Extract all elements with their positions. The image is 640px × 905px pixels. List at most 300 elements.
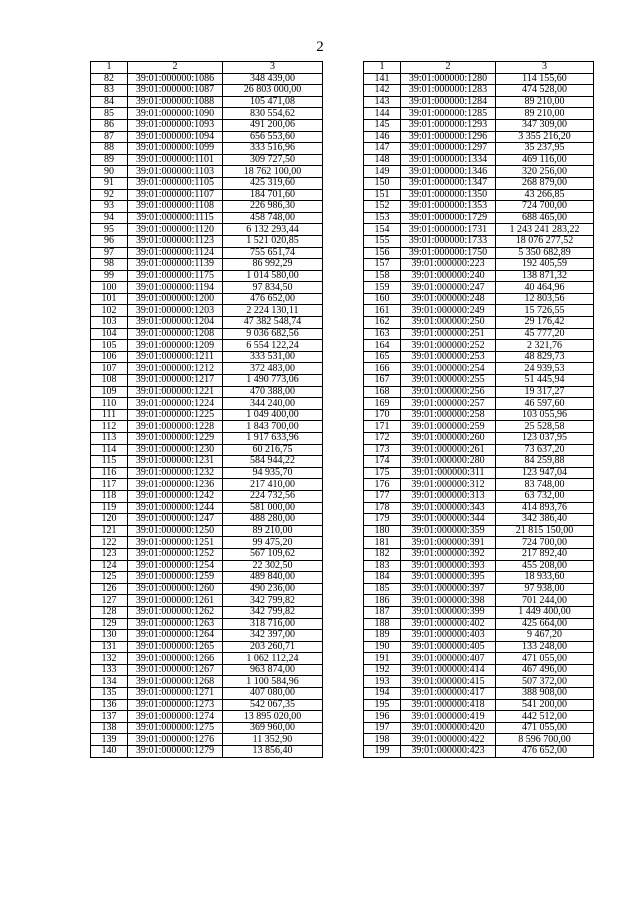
cadastral-number-cell: 39:01:000000:260	[401, 433, 496, 445]
cadastral-number-cell: 39:01:000000:1094	[128, 131, 223, 143]
row-number-cell: 92	[91, 189, 128, 201]
value-cell: 963 874,00	[223, 664, 323, 676]
value-cell: 388 908,00	[496, 688, 594, 700]
value-cell: 830 554,62	[223, 108, 323, 120]
table-row	[364, 525, 594, 537]
value-cell: 1 449 400,00	[496, 606, 594, 618]
table-row	[91, 653, 323, 665]
table-row	[364, 421, 594, 433]
table-row	[364, 711, 594, 723]
table-row	[364, 490, 594, 502]
table-row	[364, 409, 594, 421]
row-number-cell: 135	[91, 688, 128, 700]
table-row	[91, 572, 323, 584]
table-row	[91, 409, 323, 421]
value-cell: 123 037,95	[496, 433, 594, 445]
value-cell: 224 732,56	[223, 490, 323, 502]
table-row	[364, 537, 594, 549]
table-row	[364, 363, 594, 375]
cadastral-number-cell: 39:01:000000:1347	[401, 177, 496, 189]
table-row	[364, 502, 594, 514]
value-cell: 755 651,74	[223, 247, 323, 259]
row-number-cell: 99	[91, 270, 128, 282]
cadastral-number-cell: 39:01:000000:1283	[401, 85, 496, 97]
column-header: 2	[128, 62, 223, 74]
cadastral-number-cell: 39:01:000000:1733	[401, 235, 496, 247]
table-row	[364, 676, 594, 688]
value-cell: 724 700,00	[496, 537, 594, 549]
cadastral-number-cell: 39:01:000000:1274	[128, 711, 223, 723]
cadastral-number-cell: 39:01:000000:1212	[128, 363, 223, 375]
row-number-cell: 170	[364, 409, 401, 421]
row-number-cell: 143	[364, 96, 401, 108]
row-number-cell: 110	[91, 398, 128, 410]
row-number-cell: 140	[91, 746, 128, 758]
table-row	[364, 722, 594, 734]
value-cell: 60 216,75	[223, 444, 323, 456]
row-number-cell: 101	[91, 293, 128, 305]
row-number-cell: 144	[364, 108, 401, 120]
row-number-cell: 158	[364, 270, 401, 282]
row-number-cell: 120	[91, 514, 128, 526]
table-row	[364, 154, 594, 166]
row-number-cell: 176	[364, 479, 401, 491]
row-number-cell: 137	[91, 711, 128, 723]
row-number-cell: 91	[91, 177, 128, 189]
value-cell: 11 352,90	[223, 734, 323, 746]
cadastral-number-cell: 39:01:000000:1108	[128, 201, 223, 213]
table-row	[364, 479, 594, 491]
table-row	[91, 433, 323, 445]
table-row	[91, 606, 323, 618]
value-cell: 507 372,00	[496, 676, 594, 688]
cadastral-number-cell: 39:01:000000:1123	[128, 235, 223, 247]
row-number-cell: 162	[364, 317, 401, 329]
row-number-cell: 87	[91, 131, 128, 143]
row-number-cell: 149	[364, 166, 401, 178]
table-row	[364, 247, 594, 259]
row-number-cell: 153	[364, 212, 401, 224]
table-row	[91, 85, 323, 97]
cadastral-number-cell: 39:01:000000:393	[401, 560, 496, 572]
cadastral-number-cell: 39:01:000000:1103	[128, 166, 223, 178]
table-row	[91, 560, 323, 572]
value-cell: 1 917 633,96	[223, 433, 323, 445]
value-cell: 369 960,00	[223, 722, 323, 734]
row-number-cell: 192	[364, 664, 401, 676]
table-row	[91, 235, 323, 247]
row-number-cell: 148	[364, 154, 401, 166]
cadastral-number-cell: 39:01:000000:1217	[128, 375, 223, 387]
column-header: 2	[401, 62, 496, 74]
row-number-cell: 197	[364, 722, 401, 734]
row-number-cell: 154	[364, 224, 401, 236]
cadastral-number-cell: 39:01:000000:257	[401, 398, 496, 410]
cadastral-number-cell: 39:01:000000:1093	[128, 119, 223, 131]
cadastral-number-cell: 39:01:000000:1200	[128, 293, 223, 305]
table-row	[91, 201, 323, 213]
row-number-cell: 86	[91, 119, 128, 131]
row-number-cell: 129	[91, 618, 128, 630]
table-row	[364, 317, 594, 329]
row-number-cell: 126	[91, 583, 128, 595]
value-cell: 470 388,00	[223, 386, 323, 398]
row-number-cell: 136	[91, 699, 128, 711]
row-number-cell: 105	[91, 340, 128, 352]
table-row	[91, 363, 323, 375]
value-cell: 342 799,82	[223, 606, 323, 618]
value-cell: 701 244,00	[496, 595, 594, 607]
cadastral-number-cell: 39:01:000000:414	[401, 664, 496, 676]
value-cell: 63 732,00	[496, 490, 594, 502]
row-number-cell: 124	[91, 560, 128, 572]
value-cell: 203 260,71	[223, 641, 323, 653]
cadastral-number-cell: 39:01:000000:423	[401, 746, 496, 758]
cadastral-number-cell: 39:01:000000:1279	[128, 746, 223, 758]
row-number-cell: 93	[91, 201, 128, 213]
row-number-cell: 112	[91, 421, 128, 433]
cadastral-number-cell: 39:01:000000:1231	[128, 456, 223, 468]
table-row	[91, 328, 323, 340]
table-row	[364, 119, 594, 131]
left-table	[90, 61, 323, 758]
table-row	[91, 641, 323, 653]
table-row	[91, 270, 323, 282]
table-row	[364, 224, 594, 236]
table-row	[91, 108, 323, 120]
cadastral-number-cell: 39:01:000000:1101	[128, 154, 223, 166]
cadastral-number-cell: 39:01:000000:1203	[128, 305, 223, 317]
value-cell: 476 652,00	[223, 293, 323, 305]
row-number-cell: 165	[364, 351, 401, 363]
table-row	[364, 618, 594, 630]
value-cell: 425 319,60	[223, 177, 323, 189]
row-number-cell: 97	[91, 247, 128, 259]
row-number-cell: 104	[91, 328, 128, 340]
row-number-cell: 100	[91, 282, 128, 294]
cadastral-number-cell: 39:01:000000:1346	[401, 166, 496, 178]
table-row	[364, 595, 594, 607]
value-cell: 309 727,50	[223, 154, 323, 166]
table-header-row	[364, 62, 594, 74]
row-number-cell: 159	[364, 282, 401, 294]
table-row	[91, 189, 323, 201]
row-number-cell: 128	[91, 606, 128, 618]
value-cell: 133 248,00	[496, 641, 594, 653]
value-cell: 414 893,76	[496, 502, 594, 514]
table-row	[91, 525, 323, 537]
cadastral-number-cell: 39:01:000000:247	[401, 282, 496, 294]
cadastral-number-cell: 39:01:000000:395	[401, 572, 496, 584]
table-row	[91, 699, 323, 711]
cadastral-number-cell: 39:01:000000:1244	[128, 502, 223, 514]
cadastral-number-cell: 39:01:000000:1334	[401, 154, 496, 166]
cadastral-number-cell: 39:01:000000:1259	[128, 572, 223, 584]
cadastral-number-cell: 39:01:000000:1090	[128, 108, 223, 120]
cadastral-number-cell: 39:01:000000:1232	[128, 467, 223, 479]
cadastral-number-cell: 39:01:000000:1293	[401, 119, 496, 131]
page-number: 2	[316, 39, 324, 55]
table-row	[364, 96, 594, 108]
cadastral-number-cell: 39:01:000000:1350	[401, 189, 496, 201]
row-number-cell: 114	[91, 444, 128, 456]
value-cell: 1 521 020,85	[223, 235, 323, 247]
value-cell: 138 871,32	[496, 270, 594, 282]
cadastral-number-cell: 39:01:000000:223	[401, 259, 496, 271]
row-number-cell: 132	[91, 653, 128, 665]
table-row	[91, 502, 323, 514]
row-number-cell: 82	[91, 73, 128, 85]
row-number-cell: 161	[364, 305, 401, 317]
cadastral-number-cell: 39:01:000000:1209	[128, 340, 223, 352]
table-row	[364, 340, 594, 352]
cadastral-number-cell: 39:01:000000:250	[401, 317, 496, 329]
table-header-row	[91, 62, 323, 74]
cadastral-number-cell: 39:01:000000:259	[401, 421, 496, 433]
table-row	[364, 201, 594, 213]
table-row	[91, 676, 323, 688]
row-number-cell: 152	[364, 201, 401, 213]
table-row	[364, 630, 594, 642]
table-row	[91, 224, 323, 236]
table-row	[364, 548, 594, 560]
cadastral-number-cell: 39:01:000000:1266	[128, 653, 223, 665]
table-row	[91, 548, 323, 560]
value-cell: 656 553,60	[223, 131, 323, 143]
table-row	[91, 131, 323, 143]
row-number-cell: 184	[364, 572, 401, 584]
cadastral-number-cell: 39:01:000000:1088	[128, 96, 223, 108]
value-cell: 192 405,59	[496, 259, 594, 271]
value-cell: 347 309,00	[496, 119, 594, 131]
value-cell: 471 055,00	[496, 653, 594, 665]
value-cell: 584 944,22	[223, 456, 323, 468]
table-row	[364, 467, 594, 479]
table-row	[91, 618, 323, 630]
value-cell: 474 528,00	[496, 85, 594, 97]
value-cell: 491 200,06	[223, 119, 323, 131]
value-cell: 1 014 580,00	[223, 270, 323, 282]
value-cell: 48 829,73	[496, 351, 594, 363]
row-number-cell: 146	[364, 131, 401, 143]
row-number-cell: 84	[91, 96, 128, 108]
value-cell: 268 879,00	[496, 177, 594, 189]
cadastral-number-cell: 39:01:000000:1285	[401, 108, 496, 120]
value-cell: 3 355 216,20	[496, 131, 594, 143]
cadastral-number-cell: 39:01:000000:1268	[128, 676, 223, 688]
cadastral-number-cell: 39:01:000000:1271	[128, 688, 223, 700]
row-number-cell: 169	[364, 398, 401, 410]
cadastral-number-cell: 39:01:000000:398	[401, 595, 496, 607]
value-cell: 43 266,85	[496, 189, 594, 201]
row-number-cell: 118	[91, 490, 128, 502]
row-number-cell: 117	[91, 479, 128, 491]
value-cell: 425 664,00	[496, 618, 594, 630]
cadastral-number-cell: 39:01:000000:402	[401, 618, 496, 630]
value-cell: 86 992,29	[223, 259, 323, 271]
row-number-cell: 130	[91, 630, 128, 642]
cadastral-number-cell: 39:01:000000:397	[401, 583, 496, 595]
row-number-cell: 125	[91, 572, 128, 584]
table-row	[91, 340, 323, 352]
cadastral-number-cell: 39:01:000000:1221	[128, 386, 223, 398]
value-cell: 467 496,00	[496, 664, 594, 676]
table-row	[364, 108, 594, 120]
cadastral-number-cell: 39:01:000000:392	[401, 548, 496, 560]
table-row	[91, 514, 323, 526]
value-cell: 97 834,50	[223, 282, 323, 294]
value-cell: 89 210,00	[223, 525, 323, 537]
row-number-cell: 199	[364, 746, 401, 758]
table-row	[364, 166, 594, 178]
value-cell: 471 055,00	[496, 722, 594, 734]
value-cell: 25 528,58	[496, 421, 594, 433]
cadastral-number-cell: 39:01:000000:253	[401, 351, 496, 363]
value-cell: 94 935,70	[223, 467, 323, 479]
row-number-cell: 168	[364, 386, 401, 398]
value-cell: 342 799,82	[223, 595, 323, 607]
cadastral-number-cell: 39:01:000000:1211	[128, 351, 223, 363]
table-row	[91, 96, 323, 108]
table-row	[364, 583, 594, 595]
cadastral-number-cell: 39:01:000000:418	[401, 699, 496, 711]
table-row	[91, 688, 323, 700]
table-row	[91, 317, 323, 329]
cadastral-number-cell: 39:01:000000:1107	[128, 189, 223, 201]
row-number-cell: 187	[364, 606, 401, 618]
table-row	[364, 444, 594, 456]
value-cell: 455 208,00	[496, 560, 594, 572]
row-number-cell: 150	[364, 177, 401, 189]
row-number-cell: 155	[364, 235, 401, 247]
value-cell: 342 386,40	[496, 514, 594, 526]
row-number-cell: 185	[364, 583, 401, 595]
cadastral-number-cell: 39:01:000000:254	[401, 363, 496, 375]
row-number-cell: 180	[364, 525, 401, 537]
cadastral-number-cell: 39:01:000000:249	[401, 305, 496, 317]
column-header: 3	[496, 62, 594, 74]
cadastral-number-cell: 39:01:000000:1284	[401, 96, 496, 108]
cadastral-number-cell: 39:01:000000:258	[401, 409, 496, 421]
cadastral-number-cell: 39:01:000000:1225	[128, 409, 223, 421]
row-number-cell: 102	[91, 305, 128, 317]
column-header: 3	[223, 62, 323, 74]
table-row	[91, 490, 323, 502]
row-number-cell: 198	[364, 734, 401, 746]
value-cell: 123 947,04	[496, 467, 594, 479]
cadastral-number-cell: 39:01:000000:1208	[128, 328, 223, 340]
value-cell: 342 397,00	[223, 630, 323, 642]
cadastral-number-cell: 39:01:000000:1276	[128, 734, 223, 746]
value-cell: 217 410,00	[223, 479, 323, 491]
row-number-cell: 115	[91, 456, 128, 468]
cadastral-number-cell: 39:01:000000:405	[401, 641, 496, 653]
table-row	[364, 293, 594, 305]
value-cell: 45 777,20	[496, 328, 594, 340]
row-number-cell: 139	[91, 734, 128, 746]
table-row	[364, 328, 594, 340]
table-row	[364, 664, 594, 676]
table-row	[364, 131, 594, 143]
table-row	[364, 177, 594, 189]
value-cell: 13 895 020,00	[223, 711, 323, 723]
row-number-cell: 123	[91, 548, 128, 560]
value-cell: 333 516,96	[223, 143, 323, 155]
value-cell: 13 856,40	[223, 746, 323, 758]
row-number-cell: 160	[364, 293, 401, 305]
cadastral-number-cell: 39:01:000000:1115	[128, 212, 223, 224]
row-number-cell: 173	[364, 444, 401, 456]
table-row	[364, 688, 594, 700]
table-row	[91, 177, 323, 189]
row-number-cell: 88	[91, 143, 128, 155]
table-row	[364, 699, 594, 711]
value-cell: 114 155,60	[496, 73, 594, 85]
row-number-cell: 151	[364, 189, 401, 201]
row-number-cell: 134	[91, 676, 128, 688]
row-number-cell: 131	[91, 641, 128, 653]
table-row	[91, 746, 323, 758]
cadastral-number-cell: 39:01:000000:1273	[128, 699, 223, 711]
row-number-cell: 95	[91, 224, 128, 236]
row-number-cell: 181	[364, 537, 401, 549]
cadastral-number-cell: 39:01:000000:1275	[128, 722, 223, 734]
row-number-cell: 127	[91, 595, 128, 607]
value-cell: 22 302,50	[223, 560, 323, 572]
value-cell: 333 531,00	[223, 351, 323, 363]
value-cell: 84 259,88	[496, 456, 594, 468]
cadastral-number-cell: 39:01:000000:417	[401, 688, 496, 700]
cadastral-number-cell: 39:01:000000:256	[401, 386, 496, 398]
cadastral-number-cell: 39:01:000000:1087	[128, 85, 223, 97]
table-row	[91, 630, 323, 642]
table-row	[91, 398, 323, 410]
row-number-cell: 108	[91, 375, 128, 387]
row-number-cell: 188	[364, 618, 401, 630]
table-row	[364, 305, 594, 317]
table-row	[364, 560, 594, 572]
value-cell: 19 317,27	[496, 386, 594, 398]
cadastral-number-cell: 39:01:000000:1204	[128, 317, 223, 329]
cadastral-number-cell: 39:01:000000:343	[401, 502, 496, 514]
table-row	[364, 235, 594, 247]
cadastral-number-cell: 39:01:000000:1120	[128, 224, 223, 236]
cadastral-number-cell: 39:01:000000:261	[401, 444, 496, 456]
value-cell: 542 067,35	[223, 699, 323, 711]
cadastral-number-cell: 39:01:000000:1262	[128, 606, 223, 618]
value-cell: 18 933,60	[496, 572, 594, 584]
table-row	[91, 537, 323, 549]
table-row	[91, 583, 323, 595]
table-row	[91, 375, 323, 387]
table-row	[364, 85, 594, 97]
cadastral-number-cell: 39:01:000000:422	[401, 734, 496, 746]
value-cell: 476 652,00	[496, 746, 594, 758]
cadastral-number-cell: 39:01:000000:1139	[128, 259, 223, 271]
table-row	[91, 386, 323, 398]
cadastral-number-cell: 39:01:000000:1254	[128, 560, 223, 572]
table-row	[364, 189, 594, 201]
row-number-cell: 107	[91, 363, 128, 375]
value-cell: 469 116,00	[496, 154, 594, 166]
value-cell: 47 382 548,74	[223, 317, 323, 329]
row-number-cell: 89	[91, 154, 128, 166]
row-number-cell: 94	[91, 212, 128, 224]
row-number-cell: 191	[364, 653, 401, 665]
value-cell: 103 055,96	[496, 409, 594, 421]
row-number-cell: 116	[91, 467, 128, 479]
value-cell: 12 803,56	[496, 293, 594, 305]
